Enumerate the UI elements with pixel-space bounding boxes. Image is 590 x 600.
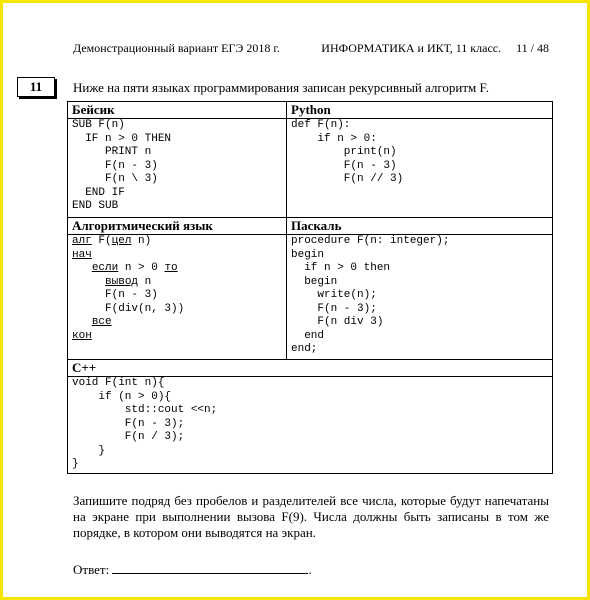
algo-line: [72, 289, 282, 303]
algo-text: n: [138, 275, 152, 288]
answer-row: [73, 561, 312, 578]
algo-indent: [72, 289, 105, 301]
algo-line: [72, 276, 282, 290]
algo-text: n > 0: [118, 262, 165, 274]
algo-line: [72, 316, 282, 330]
algo-kw: если: [91, 262, 119, 274]
code-python: def F(n): if n > 0: print(n) F(n - 3) F(n // 3): [287, 119, 553, 218]
header-subject: ИНФОРМАТИКА и ИКТ, 11 класс.: [321, 41, 502, 55]
algo-text: F(n - 3): [105, 289, 158, 301]
answer-end: .: [308, 562, 312, 577]
algo-kw: кон: [72, 329, 92, 342]
lang-header-python: Python: [287, 102, 553, 119]
lang-header-pascal: Паскаль: [287, 218, 553, 235]
algo-indent: [72, 276, 105, 288]
algo-text: F(: [91, 235, 112, 247]
algo-kw: цел: [111, 235, 132, 247]
answer-label: Ответ:: [73, 562, 110, 577]
algo-line: [72, 235, 282, 249]
code-pascal: procedure F(n: integer); begin if n > 0 then begin write(n); F(n - 3); F(n div 3) end end;: [287, 235, 553, 360]
code-algorithmic: [68, 235, 287, 360]
algorithm-table: [67, 101, 553, 474]
algo-text: F(div(n, 3)): [105, 302, 185, 315]
algo-text: n): [131, 235, 152, 247]
algo-kw: то: [164, 262, 178, 274]
algo-kw: алг: [72, 235, 92, 247]
page-header: [73, 41, 549, 56]
task-text: Запишите подряд без пробелов и разделителей все числа, которые будут напечатаны на экране при выполнении вызова F(9). Числа должны быть записаны в том же порядке, в котором они выводятся на экран.: [73, 493, 549, 540]
header-exam-title: Демонстрационный вариант ЕГЭ 2018 г.: [73, 41, 280, 55]
code-basic: SUB F(n) IF n > 0 THEN PRINT n F(n - 3) F(n \ 3) END IF END SUB: [68, 119, 287, 218]
answer-field[interactable]: [112, 561, 308, 574]
lang-header-algorithmic: Алгоритмический язык: [68, 218, 287, 235]
question-prompt: Ниже на пяти языках программирования записан рекурсивный алгоритм F.: [73, 80, 489, 95]
algo-kw: все: [91, 316, 112, 328]
algo-line: [72, 303, 282, 317]
lang-header-basic: Бейсик: [68, 102, 287, 119]
algo-indent: [72, 316, 92, 328]
algo-kw: нач: [72, 248, 92, 261]
code-cpp: void F(int n){ if (n > 0){ std::cout <<n; F(n - 3); F(n / 3); } }: [68, 377, 553, 474]
algo-kw: вывод: [105, 275, 139, 288]
lang-header-cpp: С++: [68, 360, 553, 377]
algo-indent: [72, 262, 92, 274]
algo-line: [72, 249, 282, 263]
header-page-number: 11 / 48: [516, 41, 549, 55]
question-number-box: 11: [17, 77, 55, 97]
algo-line: [72, 262, 282, 276]
algo-line: [72, 330, 282, 344]
algo-indent: [72, 303, 105, 315]
